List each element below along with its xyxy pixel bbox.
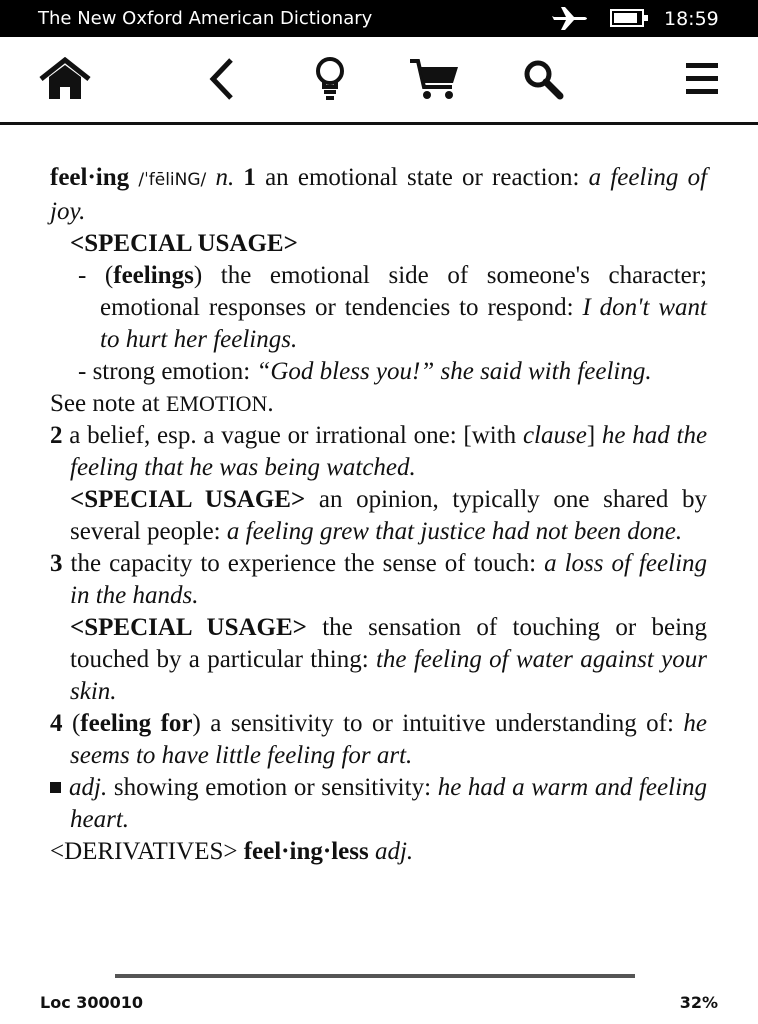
book-title: The New Oxford American Dictionary [38,8,373,29]
paren: ( [71,710,81,737]
adjective-sense [50,772,707,836]
example[interactable]: a loss of feeling in the hands. [70,550,708,609]
definition[interactable]: ) the emotional side of someone's character; emotional responses or tendencies to respond: [100,262,708,321]
status-bar [0,0,758,37]
sense-4 [50,708,707,772]
example[interactable]: he had the feeling that he was being watched. [70,422,708,481]
airplane-icon [552,5,590,32]
toolbar-divider [0,122,758,125]
definition[interactable]: a belief, esp. a vague or irrational one: [with [69,422,517,449]
example[interactable]: “God bless you!” she said with feeling. [256,358,652,385]
special-usage-label [50,228,707,260]
lightbulb-icon [313,56,347,102]
see-note-suffix: . [267,390,274,417]
example[interactable]: a feeling of joy. [50,164,708,225]
home-icon [39,57,91,101]
percent-read: 32% [679,993,718,1012]
definition[interactable]: an opinion, typically one shared by several people: [70,486,708,545]
location-indicator[interactable]: Loc 300010 [40,993,144,1012]
clock: 18:59 [664,8,719,30]
derivative-word[interactable]: feel·ing·less [243,838,369,865]
sense-2 [50,420,707,484]
sense-number: 1 [243,164,256,191]
part-of-speech: adj. [374,838,414,865]
example[interactable]: he had a warm and feeling heart. [70,774,708,833]
sense-number: 2 [50,422,63,449]
usage-term[interactable]: feelings [113,262,194,289]
definition[interactable]: an emotional state or reaction: [265,164,580,191]
store-button[interactable] [404,51,464,107]
definition[interactable]: showing emotion or sensitivity: [113,774,432,801]
search-icon [521,57,565,101]
menu-icon [684,60,720,98]
definition[interactable]: - strong emotion: [78,358,251,385]
battery-tip [644,15,648,21]
menu-button[interactable] [672,51,732,107]
definition[interactable]: the capacity to experience the sense of touch: [70,550,537,577]
special-usage-text: <SPECIAL USAGE> [70,614,307,641]
special-usage-text: <SPECIAL USAGE> [70,486,306,513]
sense-number: 4 [50,710,63,737]
usage-item [50,260,707,356]
sense-number: 3 [50,550,63,577]
see-note [50,388,707,420]
cart-icon [408,57,460,101]
usage-dash: - ( [78,262,114,289]
part-of-speech: adj. [69,774,108,801]
pronunciation: /ˈfēliNG/ [138,170,207,190]
sense-3-special-usage [50,612,707,708]
bracket: ] [586,422,596,449]
reading-progress-bar[interactable] [115,974,635,978]
sense-2-special-usage [50,484,707,548]
grammar-note: clause [522,422,587,449]
lightbulb-button[interactable] [300,51,360,107]
headword[interactable]: feel·ing [50,164,130,191]
cross-reference-link[interactable]: EMOTION [165,391,268,416]
part-of-speech: n. [215,164,235,191]
example[interactable]: the feeling of water against your skin. [70,646,707,705]
search-button[interactable] [513,51,573,107]
example[interactable]: he seems to have little feeling for art. [70,710,708,769]
home-button[interactable] [35,51,95,107]
usage-term[interactable]: feeling for [80,710,193,737]
derivatives-label: <DERIVATIVES> [50,838,238,865]
entry-header [50,162,707,228]
dictionary-entry [50,162,707,868]
toolbar [0,37,758,123]
see-note-prefix: See note at [50,390,160,417]
example[interactable]: I don't want to hurt her feelings. [100,294,707,353]
definition[interactable]: the sensation of touching or being touched by a particular thing: [70,614,708,673]
usage-item [50,356,707,388]
example[interactable]: a feeling grew that justice had not been done. [226,518,683,545]
sense-3 [50,548,707,612]
back-button[interactable] [192,51,252,107]
definition[interactable]: ) a sensitivity to or intuitive understanding of: [192,710,674,737]
battery-fill [614,13,637,23]
special-usage-text: <SPECIAL USAGE> [70,230,298,257]
battery-icon [610,9,644,27]
square-bullet-icon [50,782,61,793]
back-arrow-icon [205,57,239,101]
derivatives [50,836,707,868]
